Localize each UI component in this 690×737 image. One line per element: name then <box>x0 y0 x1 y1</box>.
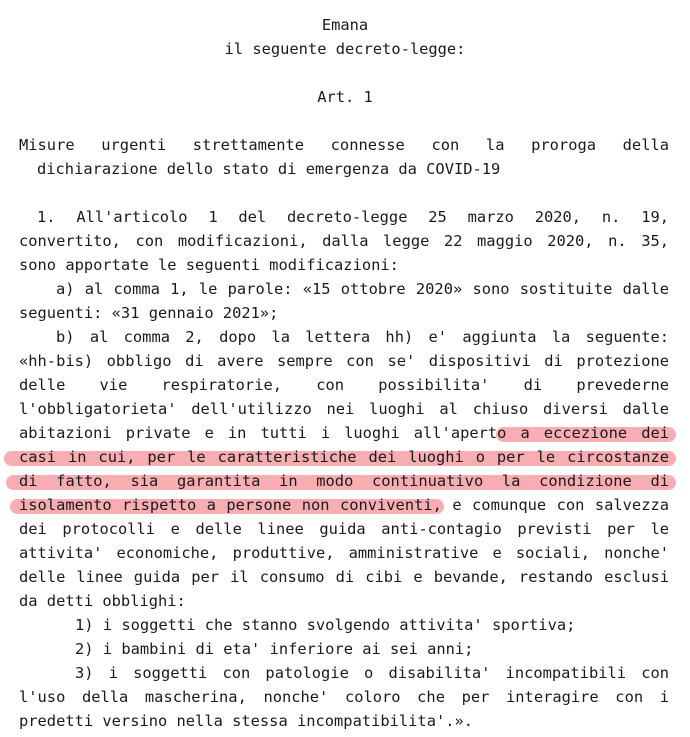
body-line-2: convertito, con modificazioni, dalla legge 22 maggio 2020, n. 35, <box>19 232 669 250</box>
body-line-8: delle vie respiratorie, con possibilita' di prevederne <box>19 376 669 394</box>
body-line-14: dei protocolli e delle linee guida anti-contagio previsti per le <box>19 520 669 538</box>
body-line-21: l'uso della mascherina, nonche' coloro che per interagire con i <box>19 688 669 706</box>
body-line-12: di fatto, sia garantita in modo continuativo la condizione di <box>19 472 669 490</box>
body-line-4: a) al comma 1, le parole: «15 ottobre 2020» sono sostituite dalle <box>56 280 669 298</box>
list-item-2: 2) i bambini di eta' inferiore ai sei anni; <box>75 640 474 658</box>
article-title-line-1: Misure urgenti strettamente connesse con la proroga della <box>19 136 669 154</box>
body-line-7: «hh-bis) obbligo di avere sempre con se' dispositivi di protezione <box>19 352 669 370</box>
body-line-15: attivita' economiche, produttive, amministrative e sociali, nonche' <box>19 544 669 562</box>
article-number: Art. 1 <box>317 88 373 106</box>
list-item-3: 3) i soggetti con patologie o disabilita' incompatibili con <box>75 664 669 682</box>
body-line-5: seguenti: «31 gennaio 2021»; <box>19 304 279 322</box>
header-decree: il seguente decreto-legge: <box>224 40 466 58</box>
body-line-22: predetti versino nella stessa incompatibilita'.». <box>19 712 474 730</box>
body-line-16: delle linee guida per il consumo di cibi e bevande, restando esclusi <box>19 568 669 586</box>
body-line-17: da detti obblighi: <box>19 592 186 610</box>
body-line-9: l'obbligatorieta' dell'utilizzo nei luoghi al chiuso diversi dalle <box>19 400 669 418</box>
list-item-1: 1) i soggetti che stanno svolgendo attivita' sportiva; <box>75 616 576 634</box>
body-line-11: casi in cui, per le caratteristiche dei luoghi o per le circostanze <box>19 448 669 466</box>
body-line-10: abitazioni private e in tutti i luoghi all'aperto a eccezione dei <box>19 424 669 442</box>
body-line-6: b) al comma 2, dopo la lettera hh) e' aggiunta la seguente: <box>56 328 669 346</box>
body-line-3: sono apportate le seguenti modificazioni: <box>19 256 399 274</box>
article-title-line-2: dichiarazione dello stato di emergenza da COVID-19 <box>37 160 501 178</box>
body-line-13: isolamento rispetto a persone non conviventi, e comunque con salvezza <box>19 496 669 514</box>
body-line-1: 1. All'articolo 1 del decreto-legge 25 marzo 2020, n. 19, <box>37 208 669 226</box>
header-emana: Emana <box>321 16 369 34</box>
